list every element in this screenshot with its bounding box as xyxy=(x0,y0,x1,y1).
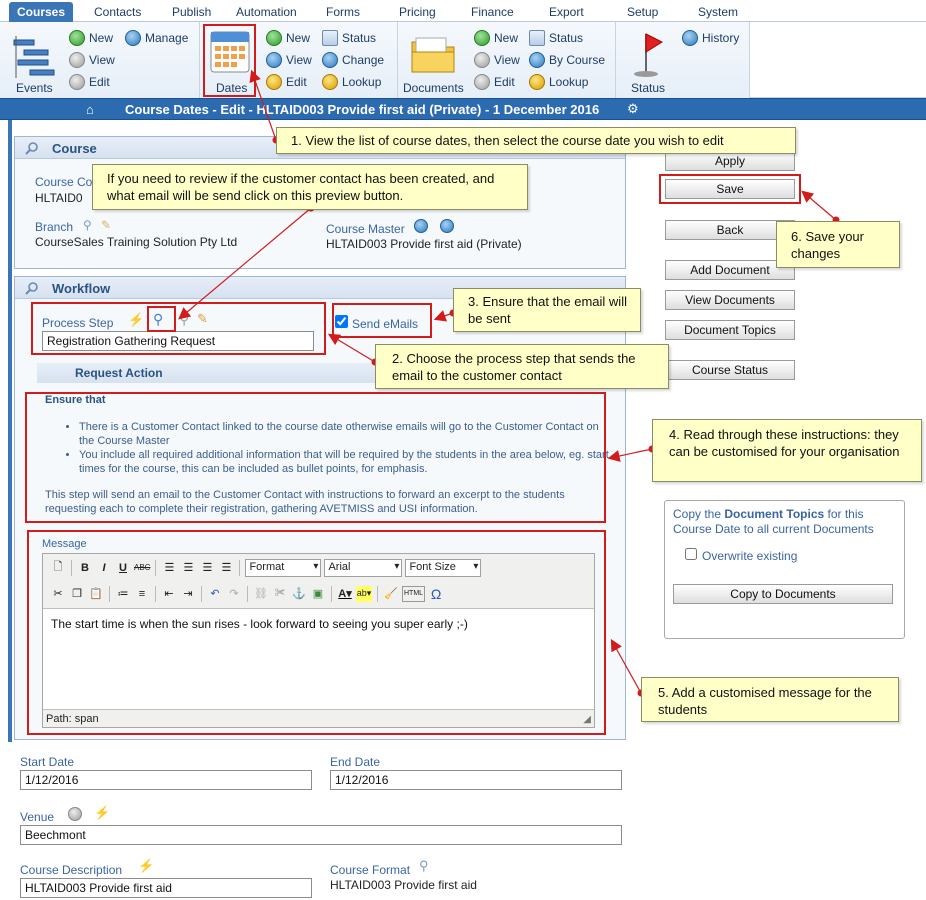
lightning-icon[interactable]: ⚡ xyxy=(138,858,155,873)
status-label[interactable]: Status xyxy=(631,81,666,95)
align-justify-icon[interactable]: ☰ xyxy=(221,562,232,574)
menu-tab-export[interactable]: Export xyxy=(549,5,584,19)
italic-icon[interactable]: I xyxy=(102,561,106,574)
magnifier-icon xyxy=(266,52,282,68)
link-icon[interactable]: ⛓ xyxy=(254,588,268,600)
end-date-field[interactable]: 1/12/2016 xyxy=(330,770,622,790)
arrow-right-icon[interactable] xyxy=(440,219,454,233)
copy-to-documents-button[interactable]: Copy to Documents xyxy=(673,584,893,604)
menu-tab-contacts[interactable]: Contacts xyxy=(94,5,142,19)
underline-icon[interactable]: U xyxy=(119,561,127,574)
new-document-icon[interactable]: 🗋 xyxy=(53,561,63,573)
menu-tab-forms[interactable]: Forms xyxy=(326,5,360,19)
highlight-dates-box xyxy=(203,24,256,97)
list-item: • You include all required additional information that will be required by the students in the area below, eg. start times for the course, this can be included as bullet points, for emphasis. xyxy=(79,448,611,476)
flag-icon[interactable] xyxy=(632,30,666,78)
branch-label: Branch xyxy=(35,220,74,234)
dates-edit-button[interactable]: Edit xyxy=(266,74,307,90)
back-button[interactable]: Back xyxy=(665,220,795,240)
dates-change-button[interactable]: Change xyxy=(322,52,384,68)
clock-icon xyxy=(682,30,698,46)
magnifier-icon[interactable]: ⚲ xyxy=(83,218,92,232)
course-description-label: Course Description xyxy=(20,863,123,877)
workflow-panel-title: Workflow xyxy=(52,281,111,296)
save-button[interactable]: Save xyxy=(665,179,795,199)
pencil-icon[interactable]: ✎ xyxy=(101,218,112,232)
documents-edit-button[interactable]: Edit xyxy=(474,74,515,90)
menu-tab-publish[interactable]: Publish xyxy=(172,5,212,19)
cut-icon[interactable]: ✂ xyxy=(53,588,63,600)
folder-icon[interactable] xyxy=(410,34,456,74)
highlight-instructions-box xyxy=(25,392,606,523)
events-manage-button[interactable]: Manage xyxy=(125,30,188,46)
ribbon-toolbar xyxy=(0,22,926,98)
menu-tab-setup[interactable]: Setup xyxy=(627,5,659,19)
numbered-list-icon[interactable]: ≡ xyxy=(138,587,146,600)
preview-magnifier-icon[interactable]: ⚲ xyxy=(153,311,164,327)
callout-step-4: 4. Read through these instructions: they can be customised for your organisation xyxy=(652,419,922,482)
editor-path: Path: span xyxy=(46,713,99,725)
documents-lookup-button[interactable]: Lookup xyxy=(529,74,588,90)
course-master-value: HLTAID003 Provide first aid (Private) xyxy=(326,237,522,251)
menu-tab-finance[interactable]: Finance xyxy=(471,5,514,19)
pencil-icon xyxy=(474,74,490,90)
message-label: Message xyxy=(42,538,87,550)
magnifier-icon[interactable]: ⚲ xyxy=(179,311,190,327)
document-topics-button[interactable]: Document Topics xyxy=(665,320,795,340)
plus-icon xyxy=(69,30,85,46)
documents-by-course-button[interactable]: By Course xyxy=(529,52,605,68)
branch-value: CourseSales Training Solution Pty Ltd xyxy=(35,235,238,249)
main-menu-bar xyxy=(0,0,926,22)
highlight-save-box xyxy=(659,174,801,204)
dates-lookup-button[interactable]: Lookup xyxy=(322,74,381,90)
documents-status-button[interactable]: Status xyxy=(529,30,583,46)
align-right-icon[interactable]: ☰ xyxy=(202,562,213,574)
pencil-icon xyxy=(266,74,282,90)
callout-step-1: 1. View the list of course dates, then select the course date you wish to edit xyxy=(276,127,796,154)
highlight-message-box xyxy=(27,530,606,735)
lightning-icon[interactable]: ⚡ xyxy=(128,312,145,327)
course-format-value: HLTAID003 Provide first aid xyxy=(330,878,477,892)
plus-icon xyxy=(474,30,490,46)
venue-label: Venue xyxy=(20,810,55,824)
callout-step-2: 2. Choose the process step that sends the email to the customer contact xyxy=(375,344,669,389)
bullet-list-icon[interactable]: ≔ xyxy=(117,588,129,600)
menu-tab-automation[interactable]: Automation xyxy=(236,5,297,19)
strikethrough-icon[interactable]: ABC xyxy=(134,563,151,572)
course-master-label: Course Master xyxy=(326,222,405,236)
copy-icon[interactable]: ❐ xyxy=(72,588,82,600)
status-icon xyxy=(529,30,545,46)
magnifier-icon xyxy=(474,52,490,68)
highlight-send-emails-box xyxy=(332,303,432,338)
events-new-button[interactable]: New xyxy=(69,30,113,46)
lightning-icon[interactable]: ⚡ xyxy=(94,805,111,820)
plus-icon xyxy=(266,30,282,46)
special-char-icon[interactable]: Ω xyxy=(430,585,442,602)
html-source-icon[interactable]: HTML xyxy=(402,586,425,602)
highlight-process-step-box xyxy=(31,302,326,355)
venue-field[interactable]: Beechmont xyxy=(20,825,622,845)
add-document-button[interactable]: Add Document xyxy=(665,260,795,280)
events-icon[interactable] xyxy=(12,34,58,80)
key-icon xyxy=(529,74,545,90)
course-code-value: HLTAID0 xyxy=(35,191,83,205)
ribbon-group-events xyxy=(0,22,200,98)
page-title: Course Dates - Edit - HLTAID003 Provide first aid (Private) - 1 December 2016 xyxy=(125,102,600,117)
apply-button[interactable]: Apply xyxy=(665,151,795,171)
resize-handle-icon[interactable]: ◢ xyxy=(583,714,591,725)
bold-icon[interactable]: B xyxy=(81,561,89,574)
settings-icon[interactable]: ⚙ xyxy=(627,101,639,116)
dates-new-button[interactable]: New xyxy=(266,30,310,46)
align-left-icon[interactable]: ☰ xyxy=(164,562,175,574)
highlight-color-icon[interactable]: ab▾ xyxy=(356,586,372,602)
magnifier-icon xyxy=(25,141,39,155)
magnifier-icon[interactable]: ⚲ xyxy=(419,858,429,873)
start-date-field[interactable]: 1/12/2016 xyxy=(20,770,312,790)
instructions-note: This step will send an email to the Customer Contact with instructions to forward an excerpt to the students requesting each to complete their registration, gathering AVETMISS and USI information. xyxy=(45,489,565,515)
page-title-bar xyxy=(0,98,926,120)
callout-step-3: 3. Ensure that the email will be sent xyxy=(453,288,641,332)
ensure-that-heading: Ensure that xyxy=(45,394,106,406)
end-date-label: End Date xyxy=(330,755,381,769)
dates-status-button[interactable]: Status xyxy=(322,30,376,46)
magnifier-icon xyxy=(69,52,85,68)
copy-topics-text: Copy the Document Topics for this Course Date to all current Documents xyxy=(673,507,874,536)
callout-step-6: 6. Save your changes xyxy=(776,221,900,268)
magnifier-icon xyxy=(25,281,39,295)
overwrite-existing-checkbox[interactable] xyxy=(685,548,697,560)
gear-icon xyxy=(322,52,338,68)
dates-label[interactable]: Dates xyxy=(216,81,248,95)
process-step-field[interactable]: Registration Gathering Request xyxy=(42,331,314,351)
font-select[interactable]: Arial ▾ xyxy=(324,559,402,577)
request-action-label: Request Action xyxy=(75,366,163,380)
chat-icon[interactable] xyxy=(414,219,428,233)
events-label[interactable]: Events xyxy=(16,81,53,95)
manage-icon xyxy=(125,30,141,46)
message-text: The start time is when the sun rises - look forward to seeing you super early ;-) xyxy=(51,617,468,631)
unlink-icon[interactable]: ✀ xyxy=(274,587,286,599)
documents-view-button[interactable]: View xyxy=(474,52,520,68)
outdent-icon[interactable]: ⇤ xyxy=(164,588,174,600)
process-step-label: Process Step xyxy=(42,316,114,330)
view-documents-button[interactable]: View Documents xyxy=(665,290,795,310)
events-view-button[interactable]: View xyxy=(69,52,115,68)
home-icon[interactable]: ⌂ xyxy=(86,102,94,117)
paste-icon[interactable]: 📋 xyxy=(89,588,103,600)
callout-preview: If you need to review if the customer contact has been created, and what email will be send click on this preview button. xyxy=(92,164,528,210)
status-history-button[interactable]: History xyxy=(682,30,739,46)
list-item: • There is a Customer Contact linked to the course date otherwise emails will go to the Customer Contact on the Course Master xyxy=(79,420,611,448)
course-status-button[interactable]: Course Status xyxy=(665,360,795,380)
course-panel-title: Course xyxy=(52,141,97,156)
course-code-label: Course Co xyxy=(35,175,93,189)
undo-icon[interactable]: ↶ xyxy=(210,588,220,600)
text-color-icon[interactable]: A▾ xyxy=(338,588,352,600)
font-size-select[interactable]: Font Size ▾ xyxy=(405,559,481,577)
globe-icon[interactable] xyxy=(68,807,82,821)
menu-tab-system[interactable]: System xyxy=(698,5,739,19)
key-icon xyxy=(322,74,338,90)
redo-icon[interactable]: ↷ xyxy=(229,588,239,600)
image-icon[interactable]: ▣ xyxy=(312,588,324,600)
overwrite-existing-label[interactable]: Overwrite existing xyxy=(702,549,798,563)
menu-tab-courses[interactable]: Courses xyxy=(9,2,73,23)
callout-step-5: 5. Add a customised message for the students xyxy=(641,677,899,722)
dates-view-button[interactable]: View xyxy=(266,52,312,68)
copy-topics-box xyxy=(664,500,905,639)
calendar-31-icon xyxy=(529,52,545,68)
pencil-icon[interactable]: ✎ xyxy=(197,311,208,326)
left-spine xyxy=(8,120,12,742)
menu-tab-pricing[interactable]: Pricing xyxy=(399,5,436,19)
align-center-icon[interactable]: ☰ xyxy=(183,562,194,574)
clean-format-icon[interactable]: 🧹 xyxy=(384,588,398,600)
course-format-label: Course Format xyxy=(330,863,411,877)
anchor-icon[interactable]: ⚓ xyxy=(292,588,306,600)
documents-new-button[interactable]: New xyxy=(474,30,518,46)
pencil-icon xyxy=(69,74,85,90)
documents-label[interactable]: Documents xyxy=(403,81,464,95)
send-emails-label[interactable]: Send eMails xyxy=(352,317,419,331)
course-description-field[interactable]: HLTAID003 Provide first aid xyxy=(20,878,312,898)
ribbon-group-documents xyxy=(398,22,616,98)
start-date-label: Start Date xyxy=(20,755,75,769)
status-icon xyxy=(322,30,338,46)
indent-icon[interactable]: ⇥ xyxy=(183,588,193,600)
ribbon-group-status xyxy=(616,22,750,98)
format-select[interactable]: Format ▾ xyxy=(245,559,321,577)
events-edit-button[interactable]: Edit xyxy=(69,74,110,90)
